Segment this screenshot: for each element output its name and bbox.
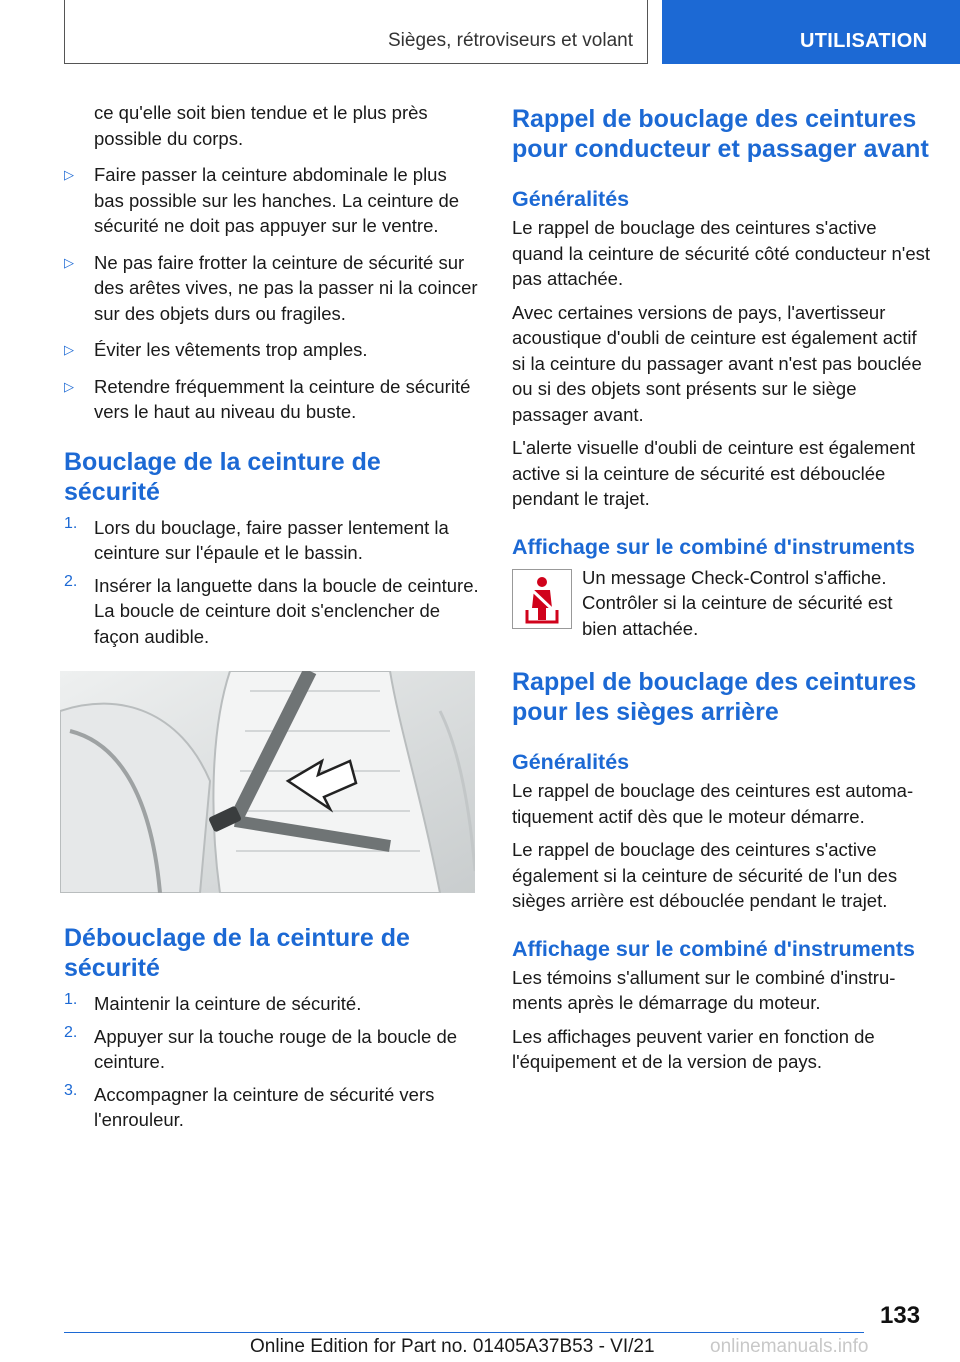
step-number: 2. (64, 1023, 78, 1041)
list-item-text: Ne pas faire frotter la ceinture de sécurité sur des arêtes vives, ne pas la passer ni la coincer sur des objets durs ou fragiles. (94, 251, 478, 324)
list-item (64, 337, 479, 363)
warning-text: Un message Check-Control s'affiche. Contrôler si la ceinture de sécurité est bien attachée. (582, 566, 893, 639)
triangle-bullet-icon: ▷ (64, 254, 74, 270)
paragraph: Le rappel de bouclage des ceintures s'active également si la ceinture de sécurité de l'un des sièges arrière est débouclée pendant le trajet. (512, 839, 898, 911)
heading-general-front: Généralités (512, 187, 630, 211)
paragraph: Le rappel de bouclage des ceintures est automatiquement actif dès que le moteur démarre. (512, 780, 914, 827)
step-item (64, 515, 479, 566)
seatbelt-warning-glyph (513, 570, 571, 628)
list-item-text: Retendre fréquemment la ceinture de sécurité vers le haut au niveau du buste. (94, 375, 471, 422)
left-column (64, 100, 479, 1140)
heading-buckling: Bouclage de la ceinture de sécurité (64, 447, 381, 506)
edition-note: Online Edition for Part no. 01405A37B53 - VI/21 (250, 1336, 655, 1357)
heading-general-rear: Généralités (512, 750, 630, 774)
paragraph: Le rappel de bouclage des ceintures s'active quand la ceinture de sécurité côté conducteur n'est pas attachée. (512, 217, 930, 289)
triangle-bullet-icon: ▷ (64, 378, 74, 394)
step-item (64, 1024, 479, 1075)
right-column (512, 104, 932, 1083)
heading-display-rear: Affichage sur le combiné d'instruments (512, 936, 915, 961)
heading-display-front: Affichage sur le combiné d'instruments (512, 534, 915, 559)
step-item (64, 991, 479, 1017)
step-text: Insérer la languette dans la boucle de ceinture. La boucle de ceinture doit s'enclencher de façon audible. (94, 574, 479, 647)
seat-belt-buckle-drawing (60, 671, 475, 893)
header-section-box (64, 0, 648, 64)
triangle-bullet-icon: ▷ (64, 342, 74, 357)
paragraph: Les témoins s'allument sur le combiné d'instruments après le démarrage du moteur. (512, 966, 896, 1013)
paragraph: Avec certaines versions de pays, l'avertisseur acoustique d'oubli de ceinture est également actif si la ceinture du passager avant n'est pas bouclée ou si des objets sont présents sur le siège passager avant. (512, 301, 922, 425)
triangle-bullet-icon: ▷ (64, 167, 74, 182)
seat-belt-buckle-illustration (60, 671, 475, 893)
seatbelt-warning-icon (512, 569, 572, 629)
heading-front-reminder: Rappel de bouclage des ceintures pour conducteur et passager avant (512, 105, 929, 163)
step-item (64, 573, 479, 650)
watermark: onlinemanuals.info (710, 1336, 869, 1357)
paragraph: L'alerte visuelle d'oubli de ceinture est également active si la ceinture de sécurité est débouclée pendant le trajet. (512, 437, 916, 509)
step-text: Appuyer sur la touche rouge de la boucle de ceinture. (94, 1025, 458, 1072)
step-text: Lors du bouclage, faire passer lentement la ceinture sur l'épaule et le bassin. (94, 516, 449, 563)
list-item (64, 162, 479, 239)
step-item (64, 1082, 479, 1133)
footer-divider (64, 1332, 864, 1333)
heading-unbuckling: Débouclage de la ceinture de sécurité (64, 924, 410, 982)
step-number: 3. (64, 1081, 78, 1099)
step-number: 2. (64, 572, 78, 590)
paragraph: Les affichages peuvent varier en fonction de l'équipement et de la version de pays. (512, 1025, 875, 1072)
step-number: 1. (64, 514, 78, 532)
list-item (64, 250, 479, 327)
list-item-text: Faire passer la ceinture abdominale le plus bas possible sur les hanches. La ceinture de sécurité ne doit pas appuyer sur le ventre. (94, 164, 460, 236)
page-number: 133 (880, 1302, 921, 1329)
warning-row (512, 566, 932, 642)
list-item-text: Éviter les vêtements trop amples. (94, 339, 368, 360)
heading-rear-reminder: Rappel de bouclage des ceintures pour les sièges arrière (512, 668, 917, 726)
step-text: Accompagner la ceinture de sécurité vers l'enrouleur. (94, 1083, 435, 1130)
continued-text: ce qu'elle soit bien tendue et le plus près possible du corps. (94, 102, 428, 149)
chapter-tab[interactable] (662, 0, 960, 64)
chapter-tab-label: UTILISATION (800, 30, 928, 52)
section-title: Sièges, rétroviseurs et volant (387, 30, 633, 51)
step-number: 1. (64, 991, 78, 1008)
list-item (64, 374, 479, 425)
step-text: Maintenir la ceinture de sécurité. (94, 993, 362, 1014)
